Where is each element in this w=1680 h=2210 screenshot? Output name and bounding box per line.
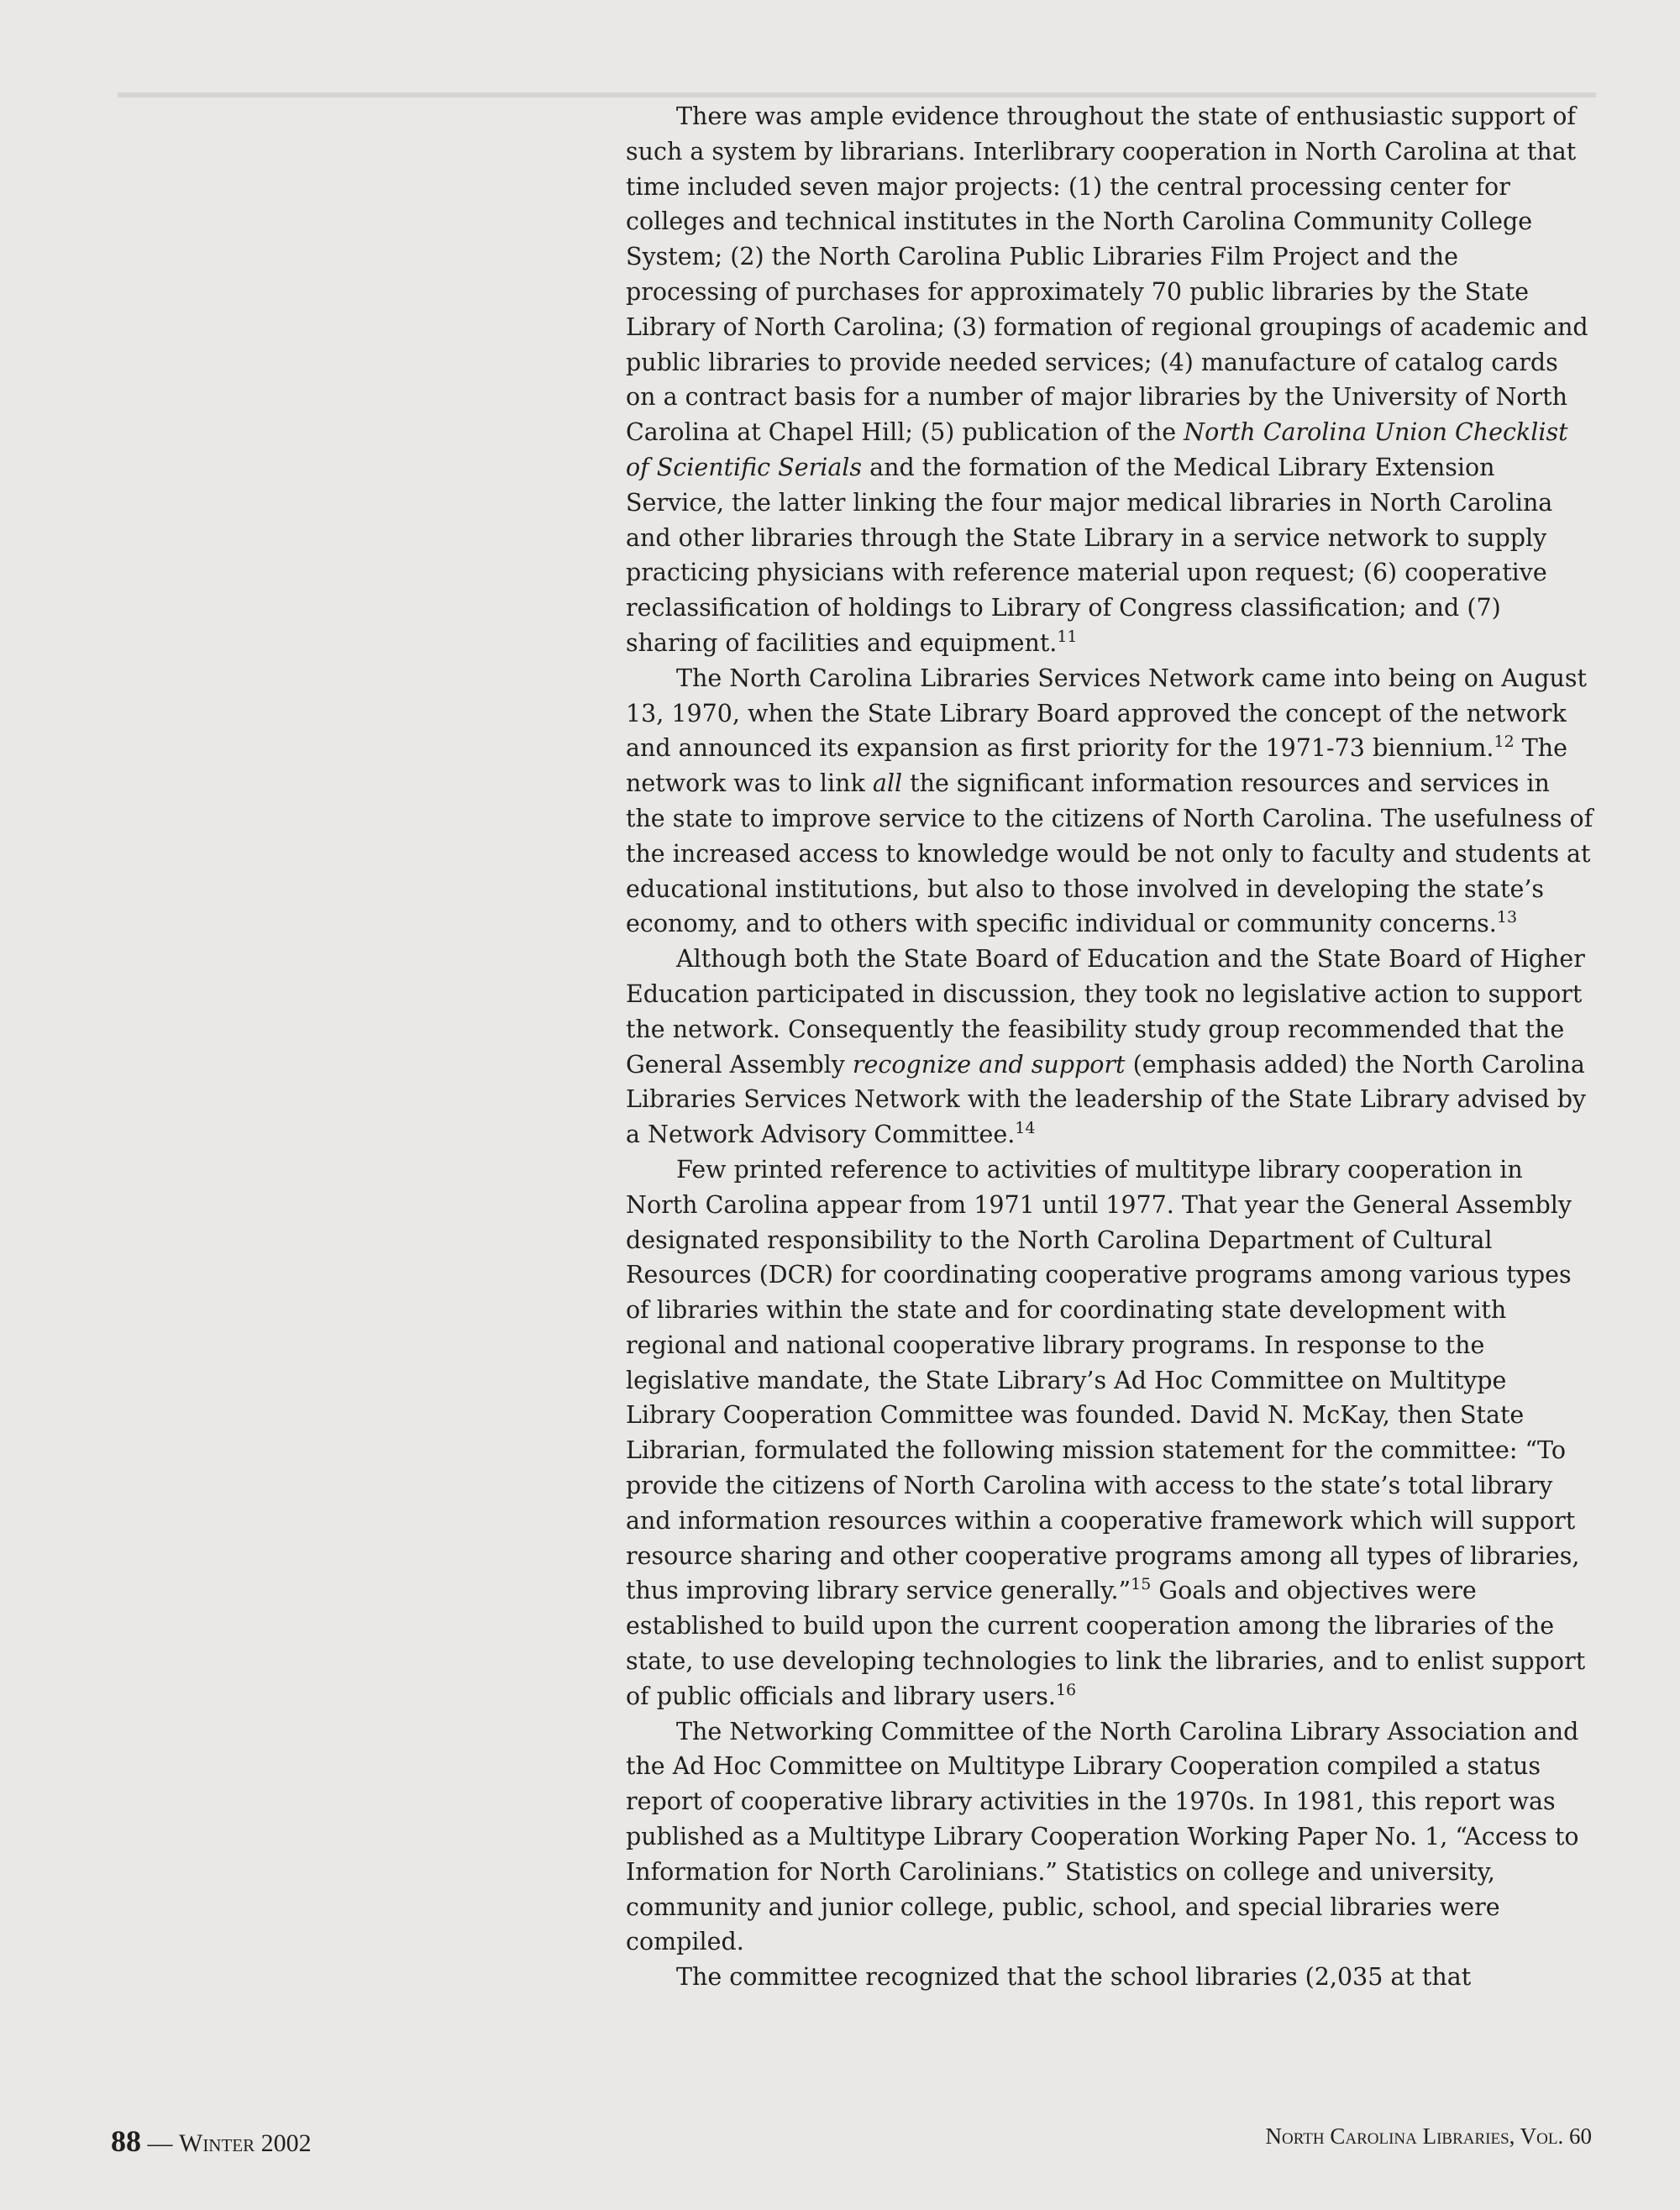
p2-text-a: The North Carolina Libraries Services Network came into being on August 13, 1970, when the State Library Board approved the concept of the network and announced its expansion as first priority for the 1971-73 biennium.: [626, 664, 1587, 763]
page-number: 88: [111, 2124, 141, 2158]
footnote-marker: 12: [1494, 732, 1515, 752]
paragraph-5: [626, 1714, 1594, 1961]
p4-text-a: Few printed reference to activities of multitype library cooperation in North Carolina appear from 1971 until 1977. That year the General Assembly designated responsibility to the North Carolina Department of Cultural Resources (DCR) for coordinating cooperative programs among various types of libraries within the state and for coordinating state development with regional and national cooperative library programs. In response to the legislative mandate, the State Library’s Ad Hoc Committee on Multitype Library Cooperation Committee was founded. David N. McKay, then State Librarian, formulated the following mission statement for the committee: “To provide the citizens of North Carolina with access to the state’s total library and information resources within a cooperative framework which will support resource sharing and other cooperative programs among all types of libraries, thus improving library service generally.”: [626, 1155, 1580, 1605]
footnote-marker: 14: [1015, 1119, 1036, 1138]
p4-text-b: Goals and objectives were established to build upon the current cooperation among the libraries of the state, to use developing technologies to link the libraries, and to enlist support of public officials and library users.: [626, 1577, 1586, 1710]
footnote-marker: 16: [1055, 1680, 1077, 1699]
paragraph-2: [626, 661, 1594, 942]
footnote-marker: 15: [1131, 1575, 1152, 1594]
p3-emphasis: recognize and support: [852, 1050, 1126, 1079]
footnote-marker: 13: [1496, 908, 1518, 927]
top-rule: [118, 92, 1596, 97]
paragraph-1: [626, 99, 1594, 661]
footer-left: [111, 2123, 312, 2157]
footer-separator: —: [147, 2129, 173, 2157]
journal-label: North Carolina Libraries, Vol. 60: [1265, 2123, 1592, 2149]
article-column: [626, 99, 1594, 1995]
p1-text-a: There was ample evidence throughout the state of enthusiastic support of such a system by librarians. Interlibrary cooperation in North Carolina at that time included seven major projects: (1) the central processing center for colleges and technical institutes in the North Carolina Community College System; (2) the North Carolina Public Libraries Film Project and the processing of purchases for approximately 70 public libraries by the State Library of North Carolina; (3) formation of regional groupings of academic and public libraries to provide needed services; (4) manufacture of catalog cards on a contract basis for a number of major libraries by the University of North Carolina at Chapel Hill; (5) publication of the: [626, 102, 1588, 447]
p2-emphasis: all: [872, 769, 903, 798]
p2-text-b: The network was to link: [626, 734, 1567, 798]
p1-text-b: and the formation of the Medical Library Extension Service, the latter linking the four major medical libraries in North Carolina and other libraries through the State Library in a service network to supply practicing physicians with reference material upon request; (6) cooperative reclassification of holdings to Library of Congress classification; and (7) sharing of facilities and equipment.: [626, 453, 1553, 657]
p5-text: The Networking Committee of the North Carolina Library Association and the Ad Hoc Committee on Multitype Library Cooperation compiled a status report of cooperative library activities in the 1970s. In 1981, this report was published as a Multitype Library Cooperation Working Paper No. 1, “Access to Information for North Carolinians.” Statistics on college and university, community and junior college, public, school, and special libraries were compiled.: [626, 1717, 1579, 1956]
p2-text-c: the significant information resources and services in the state to improve service to the citizens of North Carolina. The usefulness of the increased access to knowledge would be not only to faculty and students at educational institutions, but also to those involved in developing the state’s economy, and to others with specific individual or community concerns.: [626, 769, 1593, 938]
p1-publication-title: North Carolina Union Checklist of Scientific Serials: [626, 418, 1568, 481]
p3-text-a: Although both the State Board of Education and the State Board of Higher Education participated in discussion, they took no legislative action to support the network. Consequently the feasibility study group recommended that the General Assembly: [626, 945, 1585, 1079]
paragraph-6: [626, 1960, 1594, 1995]
paragraph-3: [626, 942, 1594, 1152]
paragraph-4: [626, 1152, 1594, 1714]
p6-text: The committee recognized that the school libraries (2,035 at that: [676, 1963, 1472, 1992]
footer-right: [1266, 2123, 1592, 2157]
p3-text-b: (emphasis added) the North Carolina Libraries Services Network with the leadership of the State Library advised by a Network Advisory Committee.: [626, 1050, 1587, 1149]
issue-label: Winter 2002: [179, 2129, 312, 2157]
footnote-marker: 11: [1057, 627, 1078, 646]
